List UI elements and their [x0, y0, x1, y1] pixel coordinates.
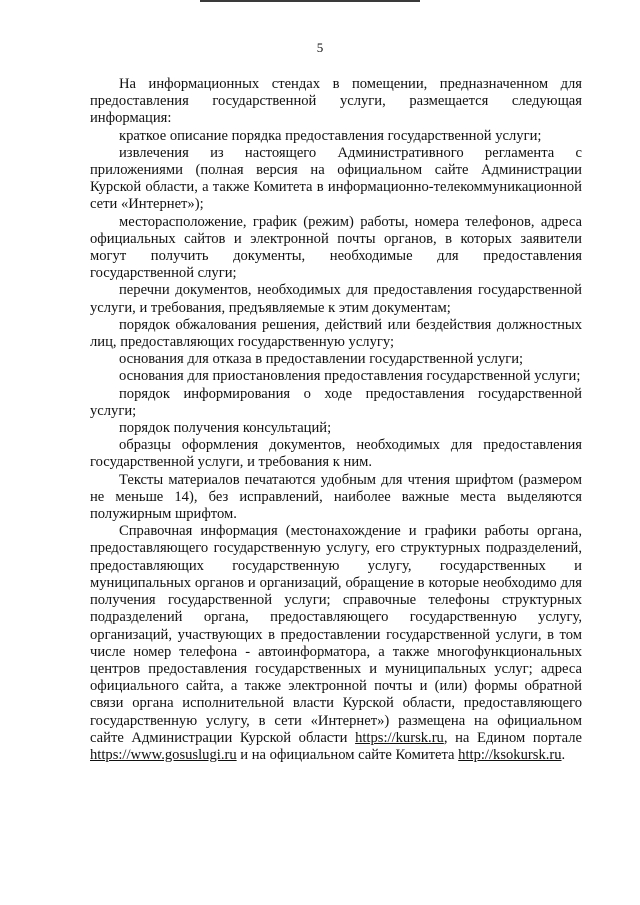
link-kursk[interactable]: https://kursk.ru [355, 729, 444, 746]
reference-text-2: , на Едином портале [443, 729, 582, 746]
paragraph-item: порядок информирования о ходе предоставления государственной услуги; [90, 385, 582, 419]
paragraph-item: образцы оформления документов, необходимых для предоставления государственной услуги, и требования к ним. [90, 437, 582, 471]
paragraph-item: порядок получения консультаций; [119, 420, 332, 437]
reference-text-4: . [561, 746, 566, 763]
paragraph-item: краткое описание порядка предоставления государственной услуги; [119, 127, 542, 144]
paragraph-reference-info [90, 523, 582, 764]
paragraph-item: месторасположение, график (режим) работы, номера телефонов, адреса официальных сайтов и электронной почты органов, в которых заявители могут получить документы, необходимые для предоставления государственной слуги; [90, 213, 582, 282]
paragraph-fonts: Тексты материалов печатаются удобным для чтения шрифтом (размером не меньше 14), без исправлений, наиболее важные места выделяются полужирным шрифтом. [90, 471, 582, 523]
paragraph-intro: На информационных стендах в помещении, предназначенном для предоставления государственной услуги, размещается следующая информация: [90, 76, 582, 127]
paragraph-item: извлечения из настоящего Административного регламента с приложениями (полная версия на официальном сайте Администрации Курской области, а также Комитета в информационно-телекоммуникационной сети «Интернет»); [90, 144, 582, 213]
link-ksokursk[interactable]: http://ksokursk.ru [458, 746, 562, 763]
paragraph-item: основания для приостановления предоставления государственной услуги; [119, 368, 581, 385]
reference-text-1: Справочная информация (местонахождение и графики работы органа, предоставляющего государственную услугу, его структурных подразделений, предоставляющих государственную услугу, государственных и муниципальных органов и организаций, обращение в которые необходимо для получения государственной услуги; справочные телефоны структурных подразделений органа, предоставляющего государственную услугу, организаций, участвующих в предоставлении государственной услуги, в том числе номер телефона - автоинформатора, а также многофункциональных центров предоставления государственных и муниципальных услуг; адреса официального сайта, а также электронной почты и (или) формы обратной связи органа исполнительной власти Курской области, предоставляющего государственную услугу, в сети «Интернет») размещена на официальном сайте Администрации Курской области [90, 523, 582, 746]
reference-text-3: и на официальном сайте Комитета [236, 746, 459, 763]
paragraph-item: порядок обжалования решения, действий или бездействия должностных лиц, предоставляющих государственную услугу; [90, 316, 582, 351]
top-rule [200, 0, 420, 2]
paragraph-item: основания для отказа в предоставлении государственной услуги; [119, 351, 524, 368]
page-number: 5 [316, 40, 324, 55]
paragraph-item: перечни документов, необходимых для предоставления государственной услуги, и требования, предъявляемые к этим документам; [90, 282, 582, 316]
document-body [90, 76, 582, 764]
link-gosuslugi[interactable]: https://www.gosuslugi.ru [90, 746, 237, 763]
